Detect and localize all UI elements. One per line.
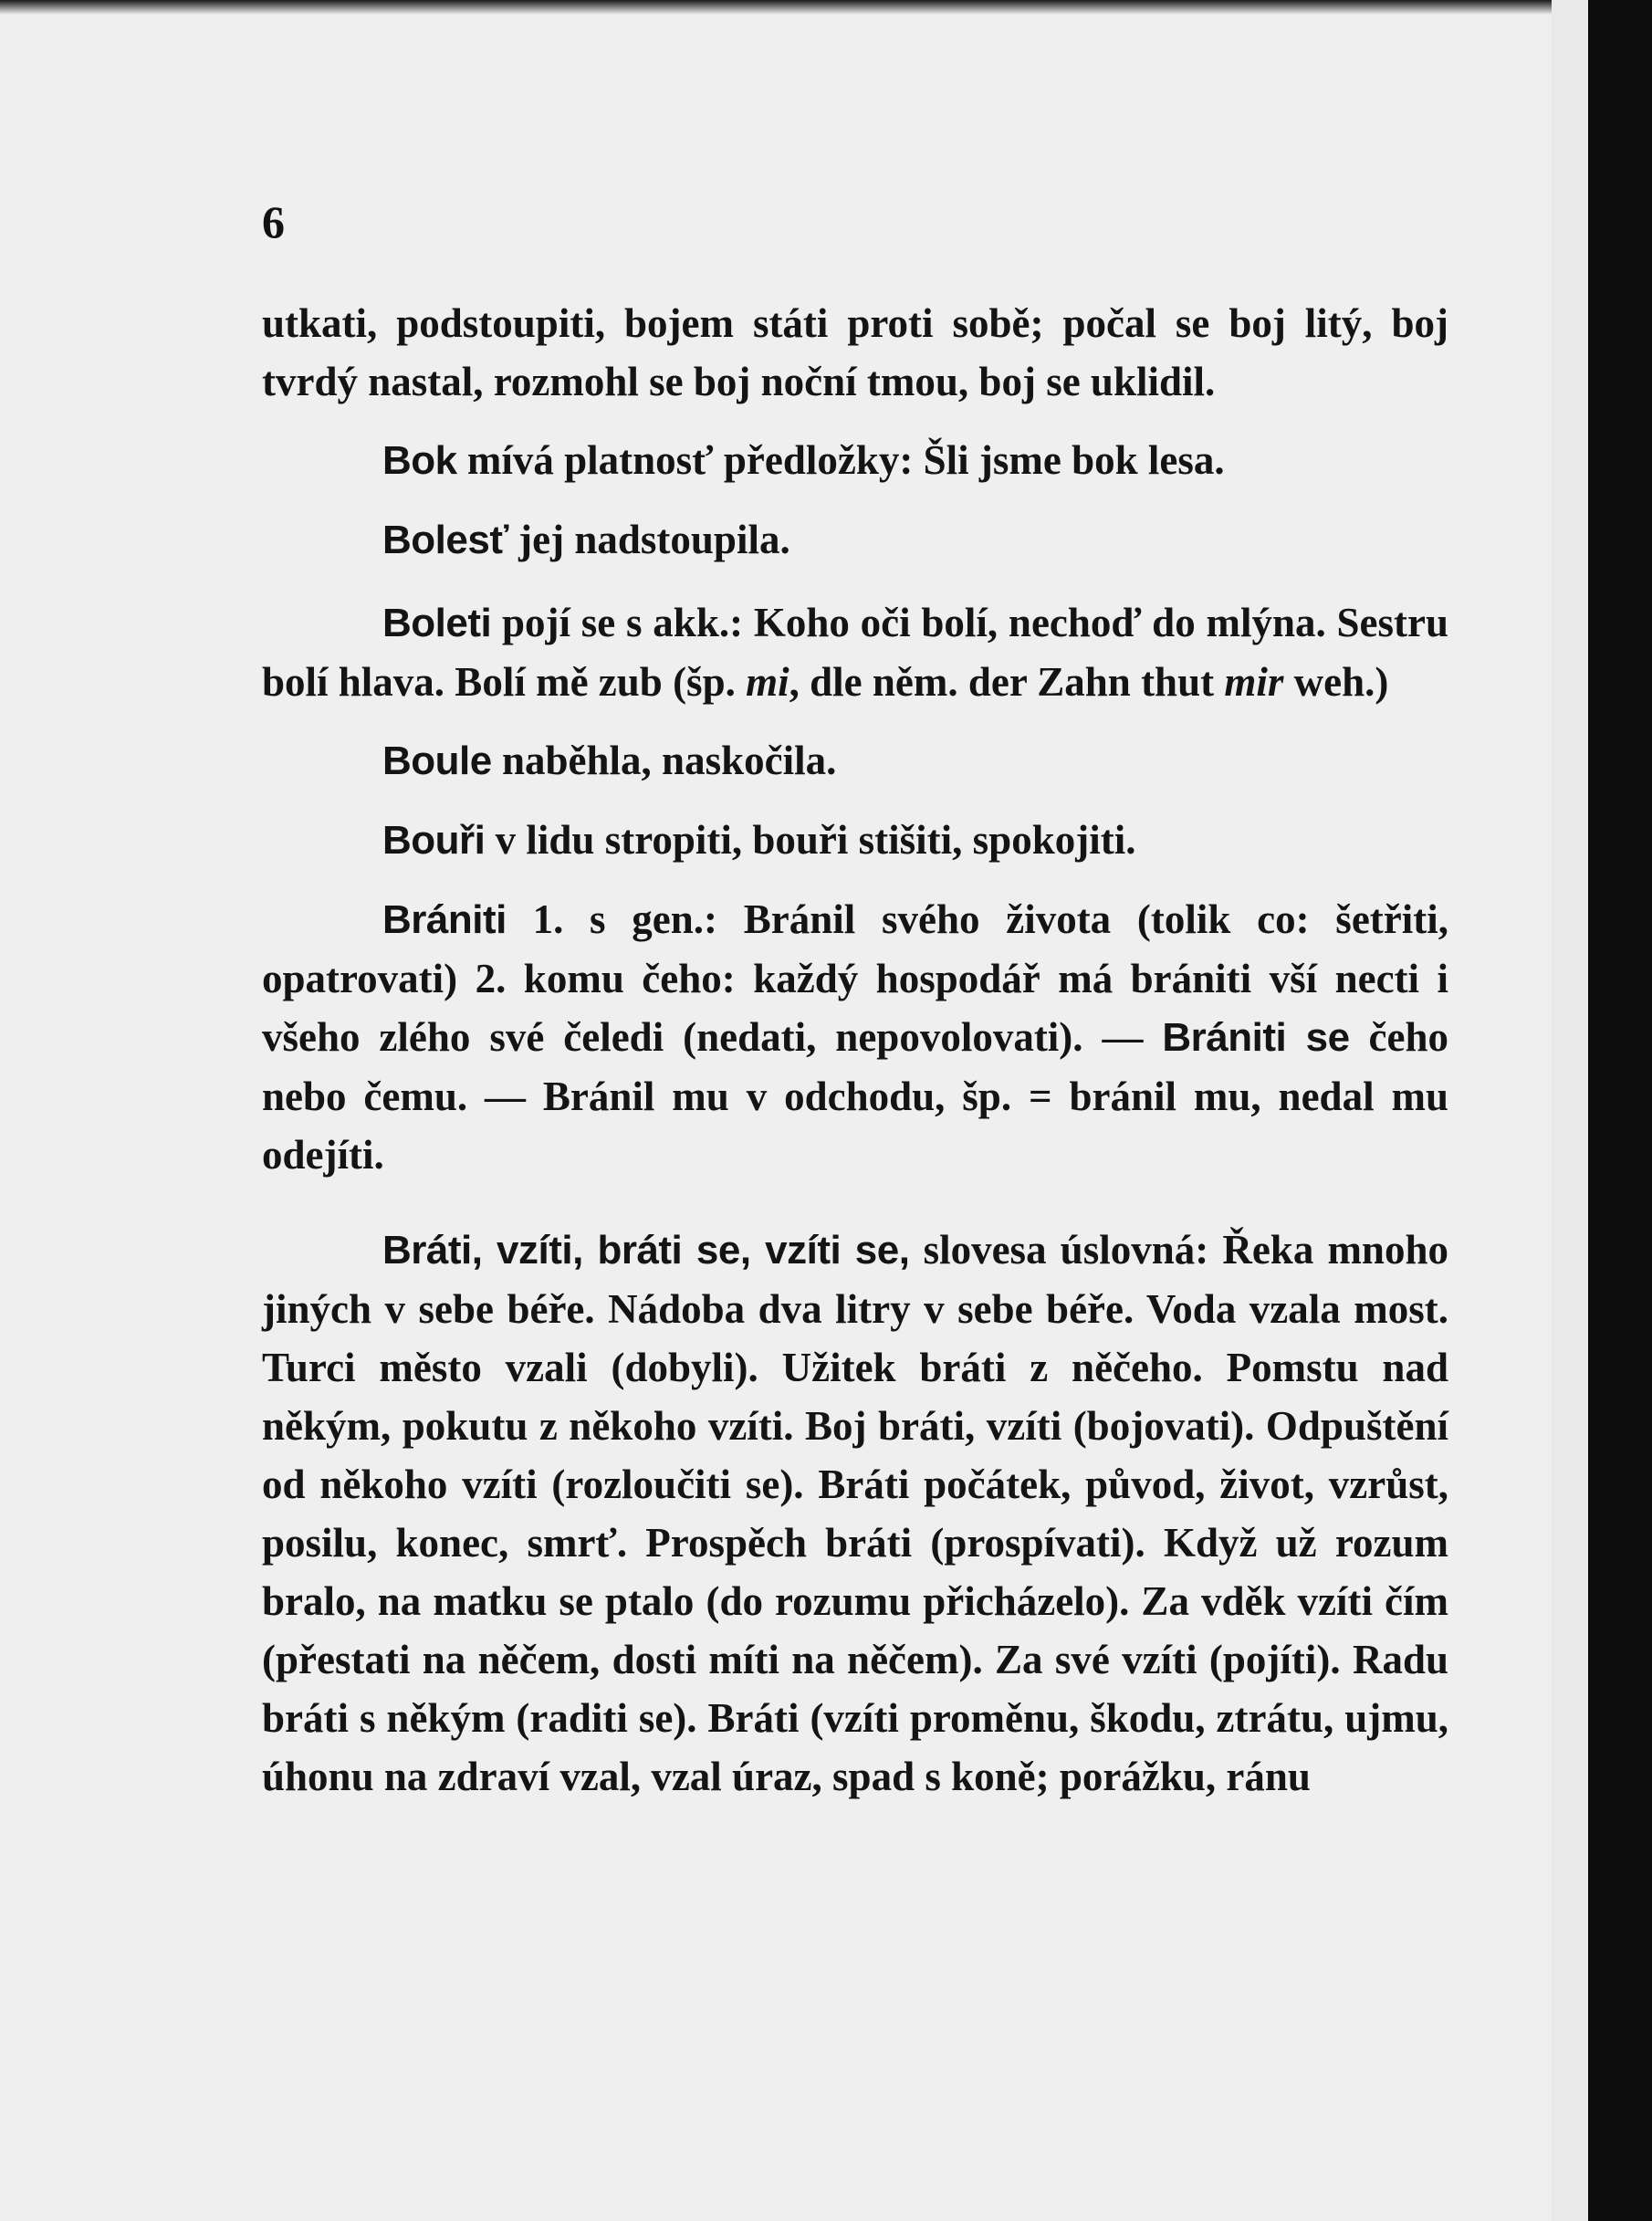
entry-headword: Bok bbox=[382, 438, 457, 483]
entry-headword: Bráti, vzíti, bráti se, vzíti se, bbox=[382, 1228, 910, 1273]
entry-subheadword: Brániti se bbox=[1162, 1015, 1350, 1060]
entry-boule bbox=[262, 731, 1448, 791]
entry-text: utkati, podstoupiti, bojem státi proti sobě; počal se boj litý, boj tvrdý nastal, rozmohl se boj noční tmou, boj se uklidil. bbox=[262, 300, 1448, 404]
page-gutter bbox=[1552, 0, 1588, 2221]
entry-text: čeho nebo čemu. — Bránil mu v odchodu, šp. = bránil mu, nedal mu odejíti. bbox=[262, 1014, 1448, 1178]
entry-bolest bbox=[262, 510, 1448, 570]
entry-text: v lidu stropiti, bouři stišiti, spokojiti. bbox=[485, 817, 1136, 863]
entry-text: weh.) bbox=[1283, 659, 1389, 705]
entry-brati bbox=[262, 1221, 1448, 1806]
entry-text: jej nadstoupila. bbox=[507, 517, 790, 562]
entry-boj-continuation bbox=[262, 294, 1448, 411]
entry-italic: mi bbox=[746, 659, 789, 705]
entry-italic: mir bbox=[1224, 659, 1284, 705]
entry-text: mívá platnosť předložky: Šli jsme bok lesa. bbox=[456, 437, 1225, 483]
entry-braniti bbox=[262, 890, 1448, 1184]
page-number: 6 bbox=[262, 196, 285, 247]
entry-text: slovesa úslovná: Řeka mnoho jiných v sebe béře. Nádoba dva litry v sebe béře. Voda vzala most. Turci město vzali (dobyli). Užitek bráti z něčeho. Pomstu nad někým, pokutu z někoho vzíti. Boj bráti, vzíti (bojovati). Odpuštění od někoho vzíti (rozloučiti se). Bráti počátek, původ, život, vzrůst, posilu, konec, smrť. Prospěch bráti (prospívati). Když už rozum bralo, na matku se ptalo (do rozumu přicházelo). Za vděk vzíti čím (přestati na něčem, dosti míti na něčem). Za své vzíti (pojíti). Radu bráti s někým (raditi se). Bráti (vzíti proměnu, škodu, ztrátu, ujmu, úhonu na zdraví vzal, vzal úraz, spad s koně; porážku, ránu bbox=[262, 1227, 1448, 1799]
entry-bok bbox=[262, 431, 1448, 490]
entry-text: pojí se s akk.: Koho oči bolí, nechoď do mlýna. Sestru bolí hlava. Bolí mě zub (šp. bbox=[262, 600, 1448, 705]
entry-headword: Boleti bbox=[382, 601, 492, 645]
entry-text: naběhla, naskočila. bbox=[491, 738, 837, 783]
scan-edge bbox=[1620, 0, 1652, 2221]
entry-headword: Brániti bbox=[382, 897, 507, 942]
entry-boleti bbox=[262, 593, 1448, 711]
page-top-shadow bbox=[0, 0, 1588, 15]
entry-text: 1. s gen.: Bránil svého života (tolik co: šetřiti, opatrovati) 2. komu čeho: každý hospodář má brániti vší necti i všeho zlého své čeledi (nedati, nepovolovati). — bbox=[262, 896, 1448, 1060]
dictionary-text bbox=[262, 294, 1448, 1806]
entry-headword: Bolesť bbox=[382, 518, 508, 562]
entry-headword: Boule bbox=[382, 739, 492, 783]
entry-bouri bbox=[262, 811, 1448, 870]
entry-text: , dle něm. der Zahn thut bbox=[789, 659, 1225, 705]
entry-headword: Bouři bbox=[382, 818, 486, 863]
